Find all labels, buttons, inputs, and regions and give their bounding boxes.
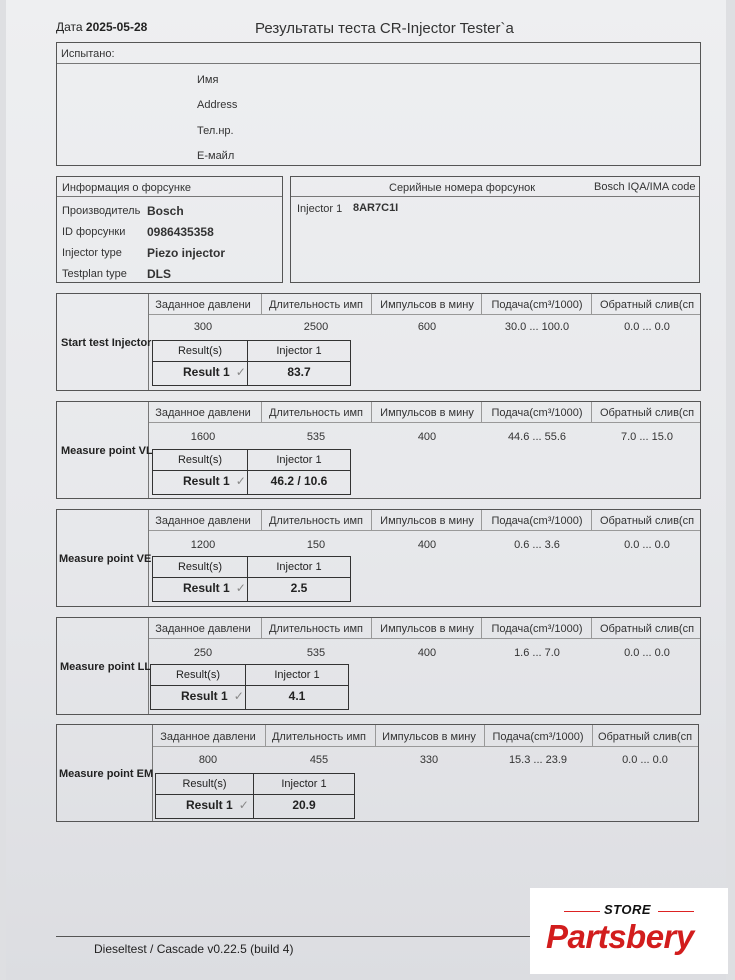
serials-code-title: Bosch IQA/IMA code bbox=[594, 181, 696, 193]
result-table: Result(s) Injector 1 Result 1 ✓ 2.5 bbox=[152, 556, 351, 602]
serials-title: Серийные номера форсунок bbox=[389, 182, 536, 194]
return-range: 0.0 ... 0.0 bbox=[624, 321, 670, 333]
duration-value: 2500 bbox=[303, 321, 329, 333]
injector-id-label: ID форсунки bbox=[62, 226, 126, 238]
test-block-start: Start test Injector Заданное давлени Длительность имп Импульсов в мину Подача(cm³/1000) Обратный слив(cп 300 2500 600 30.0 ... 100.0 0.0 ... 0.0 Result(s) Injector 1 Result 1 ✓ 83.7 bbox=[56, 293, 701, 391]
return-range: 0.0 ... 0.0 bbox=[624, 647, 670, 659]
test-block-em: Measure point EM Заданное давлени Длительность имп Импульсов в мину Подача(cm³/1000) Обратный слив(cп 800 455 330 15.3 ... 23.9 0.0 ... 0.0 Result(s) Injector 1 Result 1 ✓ 20.9 bbox=[56, 724, 699, 822]
result-value: 20.9 bbox=[292, 798, 316, 812]
result-label: Result 1 ✓ bbox=[183, 365, 246, 379]
result-label: Result 1 ✓ bbox=[181, 689, 244, 703]
testplan-type-value: DLS bbox=[147, 267, 171, 281]
duration-value: 150 bbox=[306, 539, 326, 551]
test-name: Measure point VL bbox=[61, 445, 153, 457]
result-table: Result(s) Injector 1 Result 1 ✓ 83.7 bbox=[152, 340, 351, 386]
pulses-value: 330 bbox=[419, 754, 439, 766]
partsbery-logo bbox=[530, 888, 728, 974]
test-block-ll: Measure point LL Заданное давлени Длительность имп Импульсов в мину Подача(cm³/1000) Обратный слив(cп 250 535 400 1.6 ... 7.0 0.0 ... 0.0 Result(s) Injector 1 Result 1 ✓ 4.1 bbox=[56, 617, 701, 715]
report-title: Результаты теста CR-Injector Tester`a bbox=[255, 20, 514, 37]
check-icon: ✓ bbox=[235, 581, 246, 595]
check-icon: ✓ bbox=[235, 365, 246, 379]
test-name: Measure point VE bbox=[59, 553, 152, 565]
tested-field-phone: Тел.нр. bbox=[197, 125, 234, 137]
result-label: Result 1 ✓ bbox=[183, 581, 246, 595]
footer-divider bbox=[56, 936, 576, 937]
pulses-value: 400 bbox=[417, 647, 437, 659]
tested-field-address: Address bbox=[197, 99, 238, 111]
result-label: Result 1 ✓ bbox=[183, 474, 246, 488]
logo-rule-right bbox=[658, 911, 694, 912]
return-range: 0.0 ... 0.0 bbox=[624, 539, 670, 551]
test-block-ve: Measure point VE Заданное давлени Длительность имп Импульсов в мину Подача(cm³/1000) Обратный слив(cп 1200 150 400 0.6 ... 3.6 0.0 ... 0.0 Result(s) Injector 1 Result 1 ✓ 2.5 bbox=[56, 509, 701, 607]
return-range: 7.0 ... 15.0 bbox=[621, 431, 673, 443]
date-value: 2025-05-28 bbox=[85, 20, 148, 34]
software-version: Dieseltest / Cascade v0.22.5 (build 4) bbox=[94, 942, 294, 956]
result-table: Result(s) Injector 1 Result 1 ✓ 46.2 / 10.6 bbox=[152, 449, 351, 495]
pressure-value: 800 bbox=[198, 754, 218, 766]
logo-rule-left bbox=[564, 911, 600, 912]
duration-value: 535 bbox=[306, 647, 326, 659]
result-value: 83.7 bbox=[287, 365, 311, 379]
injector-type-label: Injector type bbox=[62, 247, 122, 259]
serial-injector-label: Injector 1 bbox=[297, 203, 343, 215]
report-date: Дата 2025-05-28 bbox=[56, 20, 148, 34]
injector-info-title: Информация о форсунке bbox=[62, 182, 191, 194]
logo-store-text: STORE bbox=[604, 902, 652, 917]
duration-value: 535 bbox=[306, 431, 326, 443]
pressure-value: 300 bbox=[193, 321, 213, 333]
result-table: Result(s) Injector 1 Result 1 ✓ 20.9 bbox=[155, 773, 355, 819]
result-label: Result 1 ✓ bbox=[186, 798, 249, 812]
check-icon: ✓ bbox=[233, 689, 244, 703]
test-name: Start test Injector bbox=[61, 337, 152, 349]
pulses-value: 400 bbox=[417, 431, 437, 443]
check-icon: ✓ bbox=[235, 474, 246, 488]
injector-id-value: 0986435358 bbox=[147, 225, 214, 239]
manufacturer-label: Производитель bbox=[62, 205, 141, 217]
test-block-vl: Measure point VL Заданное давлени Длительность имп Импульсов в мину Подача(cm³/1000) Обратный слив(cп 1600 535 400 44.6 ... 55.6 7.0 ... 15.0 Result(s) Injector 1 Result 1 ✓ 46.2 / 10.6 bbox=[56, 401, 701, 499]
delivery-range: 1.6 ... 7.0 bbox=[514, 647, 560, 659]
manufacturer-value: Bosch bbox=[147, 204, 184, 218]
result-table: Result(s) Injector 1 Result 1 ✓ 4.1 bbox=[150, 664, 349, 710]
tested-block bbox=[56, 42, 701, 166]
serial-injector-code: 8AR7C1I bbox=[353, 202, 399, 214]
delivery-range: 15.3 ... 23.9 bbox=[508, 754, 568, 766]
tested-field-email: Е-майл bbox=[197, 150, 235, 162]
test-name: Measure point EM bbox=[59, 768, 154, 780]
result-value: 46.2 / 10.6 bbox=[270, 474, 328, 488]
pressure-value: 1600 bbox=[190, 431, 216, 443]
delivery-range: 0.6 ... 3.6 bbox=[514, 539, 560, 551]
injector-type-value: Piezo injector bbox=[147, 246, 226, 260]
tested-title: Испытано: bbox=[61, 48, 115, 60]
logo-brand-text: Partsbery bbox=[546, 918, 694, 955]
injector-info-block bbox=[56, 176, 283, 283]
result-value: 4.1 bbox=[288, 689, 306, 703]
pressure-value: 250 bbox=[193, 647, 213, 659]
testplan-type-label: Testplan type bbox=[62, 268, 127, 280]
delivery-range: 30.0 ... 100.0 bbox=[504, 321, 570, 333]
pulses-value: 400 bbox=[417, 539, 437, 551]
pressure-value: 1200 bbox=[190, 539, 216, 551]
return-range: 0.0 ... 0.0 bbox=[622, 754, 668, 766]
check-icon: ✓ bbox=[238, 798, 249, 812]
delivery-range: 44.6 ... 55.6 bbox=[507, 431, 567, 443]
pulses-value: 600 bbox=[417, 321, 437, 333]
serials-block bbox=[290, 176, 700, 283]
tested-field-name: Имя bbox=[197, 74, 219, 86]
duration-value: 455 bbox=[309, 754, 329, 766]
test-name: Measure point LL bbox=[60, 661, 152, 673]
result-value: 2.5 bbox=[290, 581, 308, 595]
